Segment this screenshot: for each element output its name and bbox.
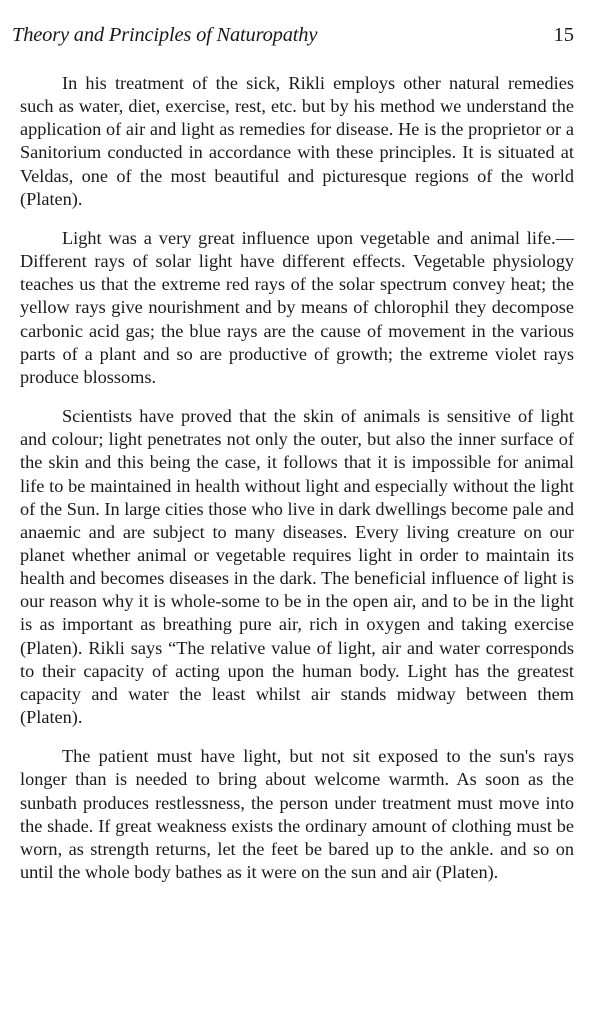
paragraph-skin-sensitivity: Scientists have proved that the skin of animals is sensitive of light and colour; light penetrates not only the outer, but also the inner surface of the skin and this being the case, it follows that it is impossible for animal life to be maintained in health without light and especially without the light of the Sun. In large cities those who live in dark dwellings become pale and anaemic and are subject to many diseases. Every living creature on our planet whether animal or vegetable requires light in order to maintain its health and becomes diseases in the dark. The beneficial influence of light is our reason why it is whole-some to be in the open air, and to be in the light is as important as breathing pure air, rich in oxygen and taking exercise (Platen). Rikli says “The relative value of light, air and water corresponds to their capacity of acting upon the human body. Light has the greatest capacity and water the least whilst air stands midway between them (Platen).: [20, 406, 574, 728]
page-number: 15: [553, 24, 574, 46]
running-header: [12, 24, 574, 52]
body-text: [20, 72, 574, 884]
running-title: Theory and Principles of Naturopathy: [12, 24, 318, 46]
paragraph-patient-light: The patient must have light, but not sit exposed to the sun's rays longer than is needed to bring about welcome warmth. As soon as the sunbath produces restlessness, the person under treatment must move into the shade. If great weakness exists the ordinary amount of clothing must be worn, as strength returns, let the feet be bared up to the ankle. and so on until the whole body bathes as it were on the sun and air (Platen).: [20, 746, 574, 882]
paragraph-light-influence: Light was a very great influence upon vegetable and animal life.—Different rays of solar light have different effects. Vegetable physiology teaches us that the extreme red rays of the solar spectrum convey heat; the yellow rays give nourishment and by means of chlorophil they decompose carbonic acid gas; the blue rays are the cause of movement in the various parts of a plant and so are productive of growth; the extreme violet rays produce blossoms.: [20, 227, 574, 387]
paragraph-rikli-treatment: In his treatment of the sick, Rikli employs other natural remedies such as water, diet, exercise, rest, etc. but by his method we understand the application of air and light as remedies for disease. He is the proprietor or a Sanitorium conducted in accordance with these principles. It is situated at Veldas, one of the most beautiful and picturesque regions of the world (Platen).: [20, 73, 574, 209]
